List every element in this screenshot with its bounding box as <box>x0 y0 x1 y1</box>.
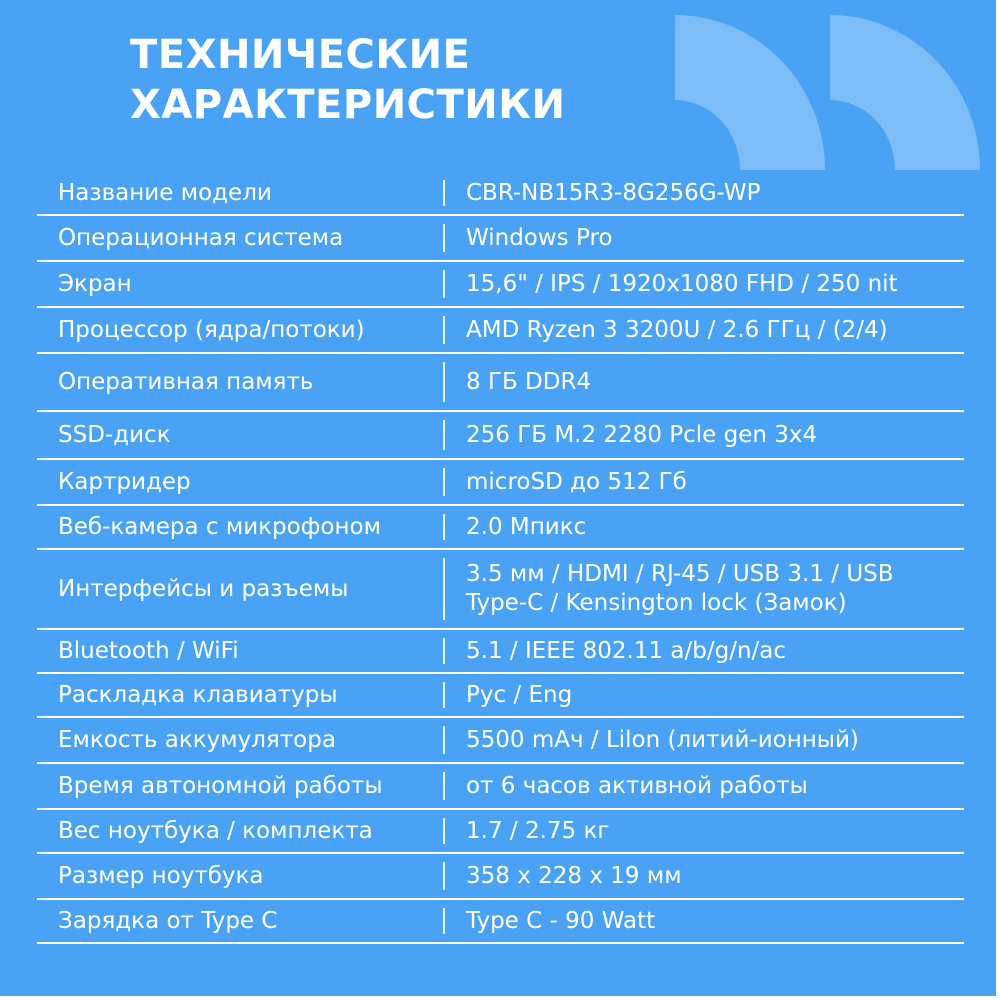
spec-value-line: Рус / Eng <box>466 681 573 708</box>
spec-value <box>445 560 964 618</box>
spec-label: Интерфейсы и разъемы <box>58 575 349 602</box>
spec-value-line: 2.0 Мпикс <box>466 513 587 540</box>
spec-label: Операционная система <box>58 224 344 251</box>
page-title-line-1: ТЕХНИЧЕСКИЕ <box>130 32 471 78</box>
spec-label: Веб-камера с микрофоном <box>58 513 381 540</box>
spec-label: Емкость аккумулятора <box>58 726 336 753</box>
spec-row <box>37 262 964 308</box>
spec-value <box>445 368 964 397</box>
spec-label: Размер ноутбука <box>58 862 264 889</box>
spec-value <box>445 468 964 497</box>
spec-label: Время автономной работы <box>58 772 383 799</box>
column-divider <box>443 818 445 844</box>
spec-row <box>37 216 964 262</box>
spec-row <box>37 674 964 718</box>
spec-label: Процессор (ядра/потоки) <box>58 316 365 343</box>
column-divider <box>443 180 445 206</box>
spec-value <box>445 316 964 345</box>
spec-row <box>37 172 964 216</box>
column-divider <box>443 862 445 890</box>
spec-row <box>37 764 964 810</box>
column-divider <box>443 638 445 664</box>
column-divider <box>443 908 445 934</box>
spec-value-line: Type-C / Kensington lock (Замок) <box>466 590 847 616</box>
column-divider <box>443 682 445 708</box>
column-divider <box>443 772 445 800</box>
spec-label: Вес ноутбука / комплекта <box>58 817 373 844</box>
spec-value-line: AMD Ryzen 3 3200U / 2.6 ГГц / (2/4) <box>466 316 888 343</box>
column-divider <box>443 316 445 344</box>
spec-value-line: от 6 часов активной работы <box>466 772 808 799</box>
spec-row <box>37 550 964 630</box>
spec-value-line: CBR-NB15R3-8G256G-WP <box>466 179 761 206</box>
spec-value <box>445 179 964 208</box>
spec-value-line: 1.7 / 2.75 кг <box>466 817 610 844</box>
spec-row <box>37 900 964 944</box>
spec-value-line: 358 x 228 x 19 мм <box>466 862 682 889</box>
column-divider <box>443 362 445 402</box>
spec-value-line: 3.5 мм / HDMI / RJ-45 / USB 3.1 / USB <box>466 561 894 587</box>
quote-marks-icon <box>660 0 990 190</box>
column-divider <box>443 558 445 620</box>
spec-value-line: 256 ГБ M.2 2280 Pcle gen 3x4 <box>466 421 818 448</box>
spec-row <box>37 630 964 674</box>
spec-value <box>445 421 964 450</box>
page-title-line-2: ХАРАКТЕРИСТИКИ <box>130 82 566 128</box>
spec-value-line: 5.1 / IEEE 802.11 a/b/g/n/ac <box>466 637 787 664</box>
column-divider <box>443 468 445 496</box>
column-divider <box>443 270 445 298</box>
spec-value <box>445 224 964 253</box>
spec-row <box>37 354 964 412</box>
column-divider <box>443 224 445 252</box>
spec-value-line: microSD до 512 Гб <box>466 468 687 495</box>
spec-row <box>37 506 964 550</box>
spec-value <box>445 726 964 755</box>
spec-table <box>37 172 964 944</box>
spec-label: Картридер <box>58 468 191 495</box>
spec-value <box>445 681 964 710</box>
spec-row <box>37 412 964 460</box>
column-divider <box>443 420 445 450</box>
spec-label: Bluetooth / WiFi <box>58 637 239 664</box>
spec-value <box>445 513 964 542</box>
spec-row <box>37 308 964 354</box>
spec-value-line: Windows Pro <box>466 224 613 251</box>
spec-label: Раскладка клавиатуры <box>58 681 338 708</box>
spec-row <box>37 810 964 854</box>
spec-label: Экран <box>58 270 132 297</box>
spec-value-line: 15,6" / IPS / 1920x1080 FHD / 250 nit <box>466 270 898 297</box>
spec-value-line: Type C - 90 Watt <box>466 907 656 934</box>
column-divider <box>443 726 445 754</box>
spec-label: Оперативная память <box>58 368 314 395</box>
spec-value <box>445 637 964 666</box>
spec-value <box>445 817 964 846</box>
spec-value <box>445 907 964 936</box>
page-title <box>130 30 565 130</box>
spec-value-line: 8 ГБ DDR4 <box>466 368 592 395</box>
spec-value-line: 5500 mAч / Lilon (литий-ионный) <box>466 726 859 753</box>
spec-row <box>37 718 964 764</box>
column-divider <box>443 514 445 540</box>
spec-value <box>445 270 964 299</box>
spec-row <box>37 854 964 900</box>
spec-label: Зарядка от Type C <box>58 907 278 934</box>
spec-row <box>37 460 964 506</box>
spec-label: SSD-диск <box>58 421 171 448</box>
spec-value <box>445 772 964 801</box>
spec-value <box>445 862 964 891</box>
spec-label: Название модели <box>58 179 272 206</box>
